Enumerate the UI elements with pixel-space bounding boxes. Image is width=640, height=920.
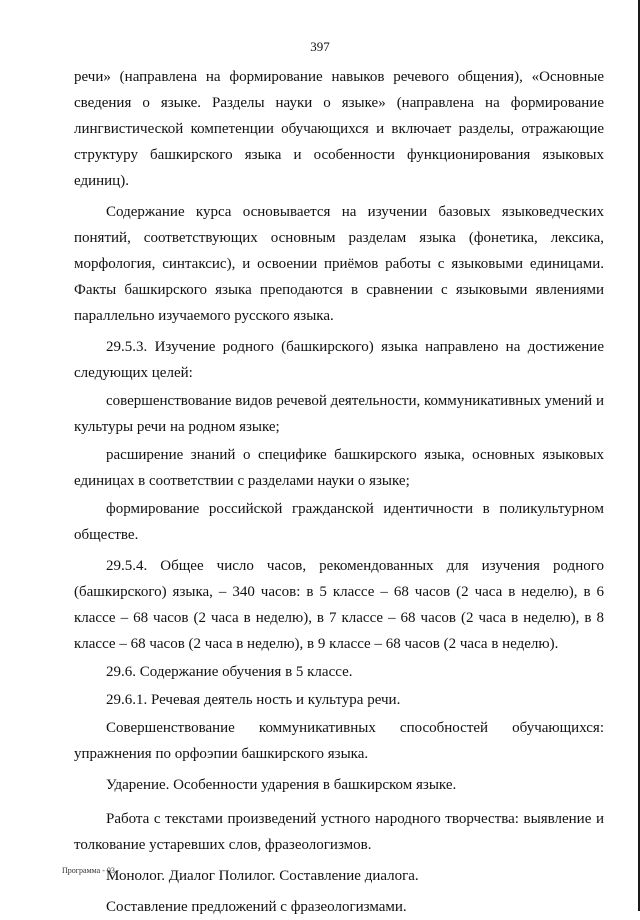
paragraph-goal-identity: формирование российской гражданской идентичности в поликультурном обществе. bbox=[74, 501, 604, 543]
footer-program-label: Программа - 03 bbox=[62, 866, 115, 875]
paragraph-speech-culture: 29.6.1. Речевая деятель ность и культура речи. bbox=[106, 692, 401, 708]
paragraph-hours: 29.5.4. Общее число часов, рекомендованных для изучения родного (башкирского) языка, – 340 часов: в 5 классе – 68 часов (2 часа в неделю), в 6 классе – 68 часов (2 часа в неделю), в 7 классе – 68 часов (2 часа в неделю), в 8 классе – 68 часов (2 часа в неделю), в 9 классе – 68 часов (2 часа в неделю). bbox=[74, 558, 604, 652]
paragraph-goal-speech: совершенствование видов речевой деятельности, коммуникативных умений и культуры речи на родном языке; bbox=[74, 393, 604, 435]
paragraph-content-grade5: 29.6. Содержание обучения в 5 классе. bbox=[106, 664, 353, 680]
paragraph-course-sections: речи» (направлена на формирование навыков речевого общения), «Основные сведения о языке. Разделы науки о языке» (направлена на формирование лингвистической компетенции обучающихся и включает разделы, отражающие структуру башкирского языка и особенности функционирования языковых единиц). bbox=[74, 69, 604, 189]
paragraph-communicative: Совершенствование коммуникативных способностей обучающихся: упражнения по орфоэпии башкирского языка. bbox=[74, 720, 604, 762]
page-number: 397 bbox=[310, 39, 330, 54]
paragraph-stress: Ударение. Особенности ударения в башкирском языке. bbox=[106, 777, 457, 793]
paragraph-phraseology: Составление предложений с фразеологизмами. bbox=[106, 899, 407, 915]
paragraph-dialogue: Монолог. Диалог Полилог. Составление диалога. bbox=[106, 868, 419, 884]
paragraph-goals-intro: 29.5.3. Изучение родного (башкирского) языка направлено на достижение следующих целей: bbox=[74, 339, 604, 381]
paragraph-goal-knowledge: расширение знаний о специфике башкирского языка, основных языковых единицах в соответствии с разделами науки о языке; bbox=[74, 447, 604, 489]
document-body bbox=[74, 64, 604, 920]
paragraph-course-content: Содержание курса основывается на изучении базовых языковедческих понятий, соответствующих основным разделам языка (фонетика, лексика, морфология, синтаксис), и освоении приёмов работы с языковыми единицами. Факты башкирского языка преподаются в сравнении с языковыми явлениями параллельно изучаемого русского языка. bbox=[74, 204, 604, 324]
paragraph-folklore: Работа с текстами произведений устного народного творчества: выявление и толкование устаревших слов, фразеологизмов. bbox=[74, 811, 604, 853]
